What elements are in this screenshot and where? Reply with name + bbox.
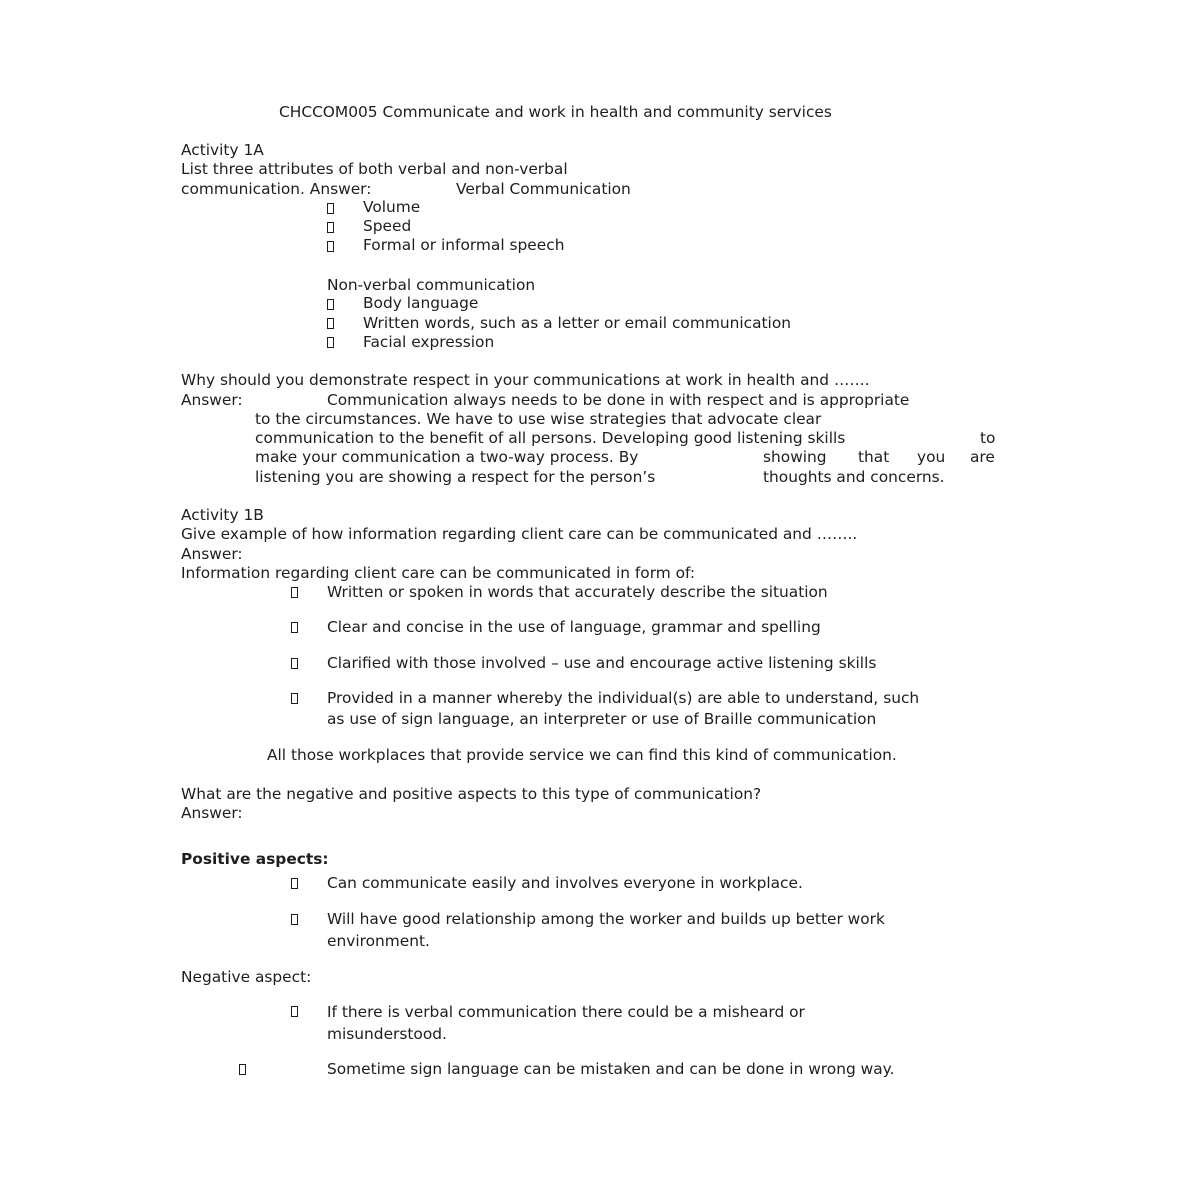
bullet-icon bbox=[327, 203, 334, 214]
document-title: CHCCOM005 Communicate and work in health and community services bbox=[279, 103, 832, 121]
answer-line: to the circumstances. We have to use wise strategies that advocate clear bbox=[255, 410, 822, 428]
answer-line: listening you are showing a respect for the person’s bbox=[255, 468, 656, 486]
bullet-icon bbox=[291, 878, 298, 889]
bullet-icon bbox=[291, 622, 298, 633]
list-item: Provided in a manner whereby the individual(s) are able to understand, such bbox=[327, 689, 920, 707]
list-item: Body language bbox=[363, 294, 479, 312]
positive-heading: Positive aspects: bbox=[181, 850, 329, 868]
list-item-continuation: misunderstood. bbox=[327, 1025, 447, 1043]
nonverbal-heading: Non-verbal communication bbox=[327, 276, 536, 294]
aspects-question: What are the negative and positive aspects to this type of communication? bbox=[181, 785, 762, 803]
activity-1a-heading: Activity 1A bbox=[181, 141, 264, 159]
negative-heading: Negative aspect: bbox=[181, 968, 312, 986]
answer-label: Answer: bbox=[181, 545, 243, 563]
bullet-icon bbox=[327, 337, 334, 348]
bullet-icon bbox=[291, 914, 298, 925]
answer-word: showing bbox=[763, 448, 827, 466]
answer-label: Answer: bbox=[181, 804, 243, 822]
answer-word: to bbox=[980, 429, 996, 447]
list-item: Written or spoken in words that accurately describe the situation bbox=[327, 583, 828, 601]
answer-line: communication to the benefit of all persons. Developing good listening skills bbox=[255, 429, 846, 447]
answer-word: are bbox=[970, 448, 995, 466]
list-item: Can communicate easily and involves everyone in workplace. bbox=[327, 874, 803, 892]
activity-1b-heading: Activity 1B bbox=[181, 506, 264, 524]
activity-1a-question-line: List three attributes of both verbal and non-verbal bbox=[181, 160, 568, 178]
list-item: Speed bbox=[363, 217, 412, 235]
bullet-icon bbox=[327, 222, 334, 233]
bullet-icon bbox=[327, 241, 334, 252]
list-item: If there is verbal communication there could be a misheard or bbox=[327, 1003, 805, 1021]
list-item: Facial expression bbox=[363, 333, 495, 351]
list-item: Formal or informal speech bbox=[363, 236, 565, 254]
answer-label: Answer: bbox=[181, 391, 243, 409]
list-item: Written words, such as a letter or email communication bbox=[363, 314, 791, 332]
list-item: Volume bbox=[363, 198, 421, 216]
bullet-icon bbox=[327, 299, 334, 310]
activity-1b-question: Give example of how information regarding client care can be communicated and …….. bbox=[181, 525, 858, 543]
answer-word: that bbox=[858, 448, 890, 466]
list-item-continuation: as use of sign language, an interpreter or use of Braille communication bbox=[327, 710, 877, 728]
answer-line: Communication always needs to be done in with respect and is appropriate bbox=[327, 391, 910, 409]
list-item: Will have good relationship among the worker and builds up better work bbox=[327, 910, 885, 928]
verbal-heading: Verbal Communication bbox=[456, 180, 631, 198]
bullet-icon bbox=[291, 1006, 298, 1017]
bullet-icon bbox=[239, 1064, 246, 1075]
answer-word: you bbox=[917, 448, 946, 466]
list-item-continuation: environment. bbox=[327, 932, 430, 950]
bullet-icon bbox=[291, 693, 298, 704]
activity-1b-intro: Information regarding client care can be communicated in form of: bbox=[181, 564, 696, 582]
bullet-icon bbox=[327, 318, 334, 329]
list-item: Clarified with those involved – use and encourage active listening skills bbox=[327, 654, 877, 672]
respect-question: Why should you demonstrate respect in your communications at work in health and ……. bbox=[181, 371, 870, 389]
workplaces-text: All those workplaces that provide service we can find this kind of communication. bbox=[267, 746, 897, 764]
list-item: Sometime sign language can be mistaken and can be done in wrong way. bbox=[327, 1060, 895, 1078]
bullet-icon bbox=[291, 587, 298, 598]
answer-line: thoughts and concerns. bbox=[763, 468, 945, 486]
list-item: Clear and concise in the use of language, grammar and spelling bbox=[327, 618, 821, 636]
activity-1a-question-line: communication. Answer: bbox=[181, 180, 372, 198]
answer-line: make your communication a two-way process. By bbox=[255, 448, 639, 466]
bullet-icon bbox=[291, 658, 298, 669]
